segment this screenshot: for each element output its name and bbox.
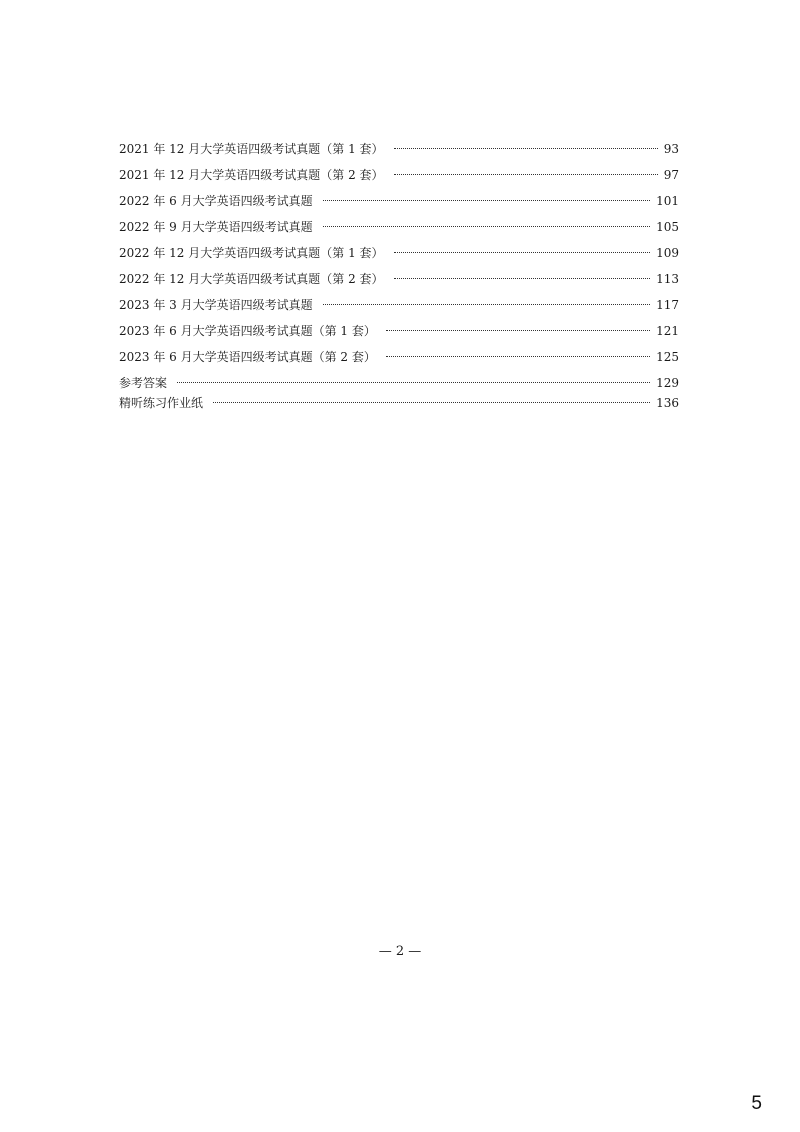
toc-entry-page: 117 xyxy=(656,298,679,312)
toc-entry-page: 125 xyxy=(656,350,679,364)
toc-entry-page: 109 xyxy=(656,246,679,260)
toc-entry-page: 121 xyxy=(656,324,679,338)
dot-leader xyxy=(213,402,650,403)
toc-entry[interactable] xyxy=(119,218,679,244)
toc-entry-page: 105 xyxy=(656,220,679,234)
toc-entry-title: 2023 年 6 月大学英语四级考试真题（第 1 套） xyxy=(119,324,376,338)
toc-entry[interactable] xyxy=(119,348,679,374)
dot-leader xyxy=(386,356,650,357)
toc-entry-page: 97 xyxy=(663,168,679,182)
toc-entry-page: 101 xyxy=(656,194,679,208)
dot-leader xyxy=(394,174,658,175)
toc-entry-page: 136 xyxy=(656,396,679,410)
toc-entry-title: 2021 年 12 月大学英语四级考试真题（第 1 套） xyxy=(119,142,384,156)
toc-entry-page: 129 xyxy=(656,376,679,390)
toc-entry[interactable] xyxy=(119,322,679,348)
page-number-footer: — 2 — xyxy=(378,944,422,959)
toc-entry-page: 93 xyxy=(663,142,679,156)
dot-leader xyxy=(323,200,650,201)
toc-entry-title: 2022 年 12 月大学英语四级考试真题（第 1 套） xyxy=(119,246,384,260)
toc-entry[interactable] xyxy=(119,140,679,166)
dot-leader xyxy=(394,252,651,253)
toc-entry-title: 2022 年 9 月大学英语四级考试真题 xyxy=(119,220,313,234)
toc-entry-title: 精听练习作业纸 xyxy=(119,396,204,410)
dot-leader xyxy=(323,304,650,305)
toc-entry-title: 2023 年 3 月大学英语四级考试真题 xyxy=(119,298,313,312)
toc-entry-page: 113 xyxy=(656,272,679,286)
toc-entry[interactable] xyxy=(119,166,679,192)
dot-leader xyxy=(323,226,650,227)
toc-entry[interactable] xyxy=(119,394,679,414)
toc-entry[interactable] xyxy=(119,296,679,322)
corner-page-number: 5 xyxy=(751,1093,762,1114)
toc-entry-title: 2021 年 12 月大学英语四级考试真题（第 2 套） xyxy=(119,168,384,182)
dot-leader xyxy=(386,330,650,331)
toc-entry[interactable] xyxy=(119,192,679,218)
toc-entry-title: 2023 年 6 月大学英语四级考试真题（第 2 套） xyxy=(119,350,376,364)
dot-leader xyxy=(394,278,651,279)
toc-entry[interactable] xyxy=(119,270,679,296)
toc-entry[interactable] xyxy=(119,244,679,270)
toc-entry-title: 2022 年 12 月大学英语四级考试真题（第 2 套） xyxy=(119,272,384,286)
toc-entry-title: 2022 年 6 月大学英语四级考试真题 xyxy=(119,194,313,208)
toc-entry-title: 参考答案 xyxy=(119,376,168,390)
table-of-contents xyxy=(119,140,679,414)
dot-leader xyxy=(394,148,658,149)
dot-leader xyxy=(177,382,650,383)
toc-entry[interactable] xyxy=(119,374,679,394)
